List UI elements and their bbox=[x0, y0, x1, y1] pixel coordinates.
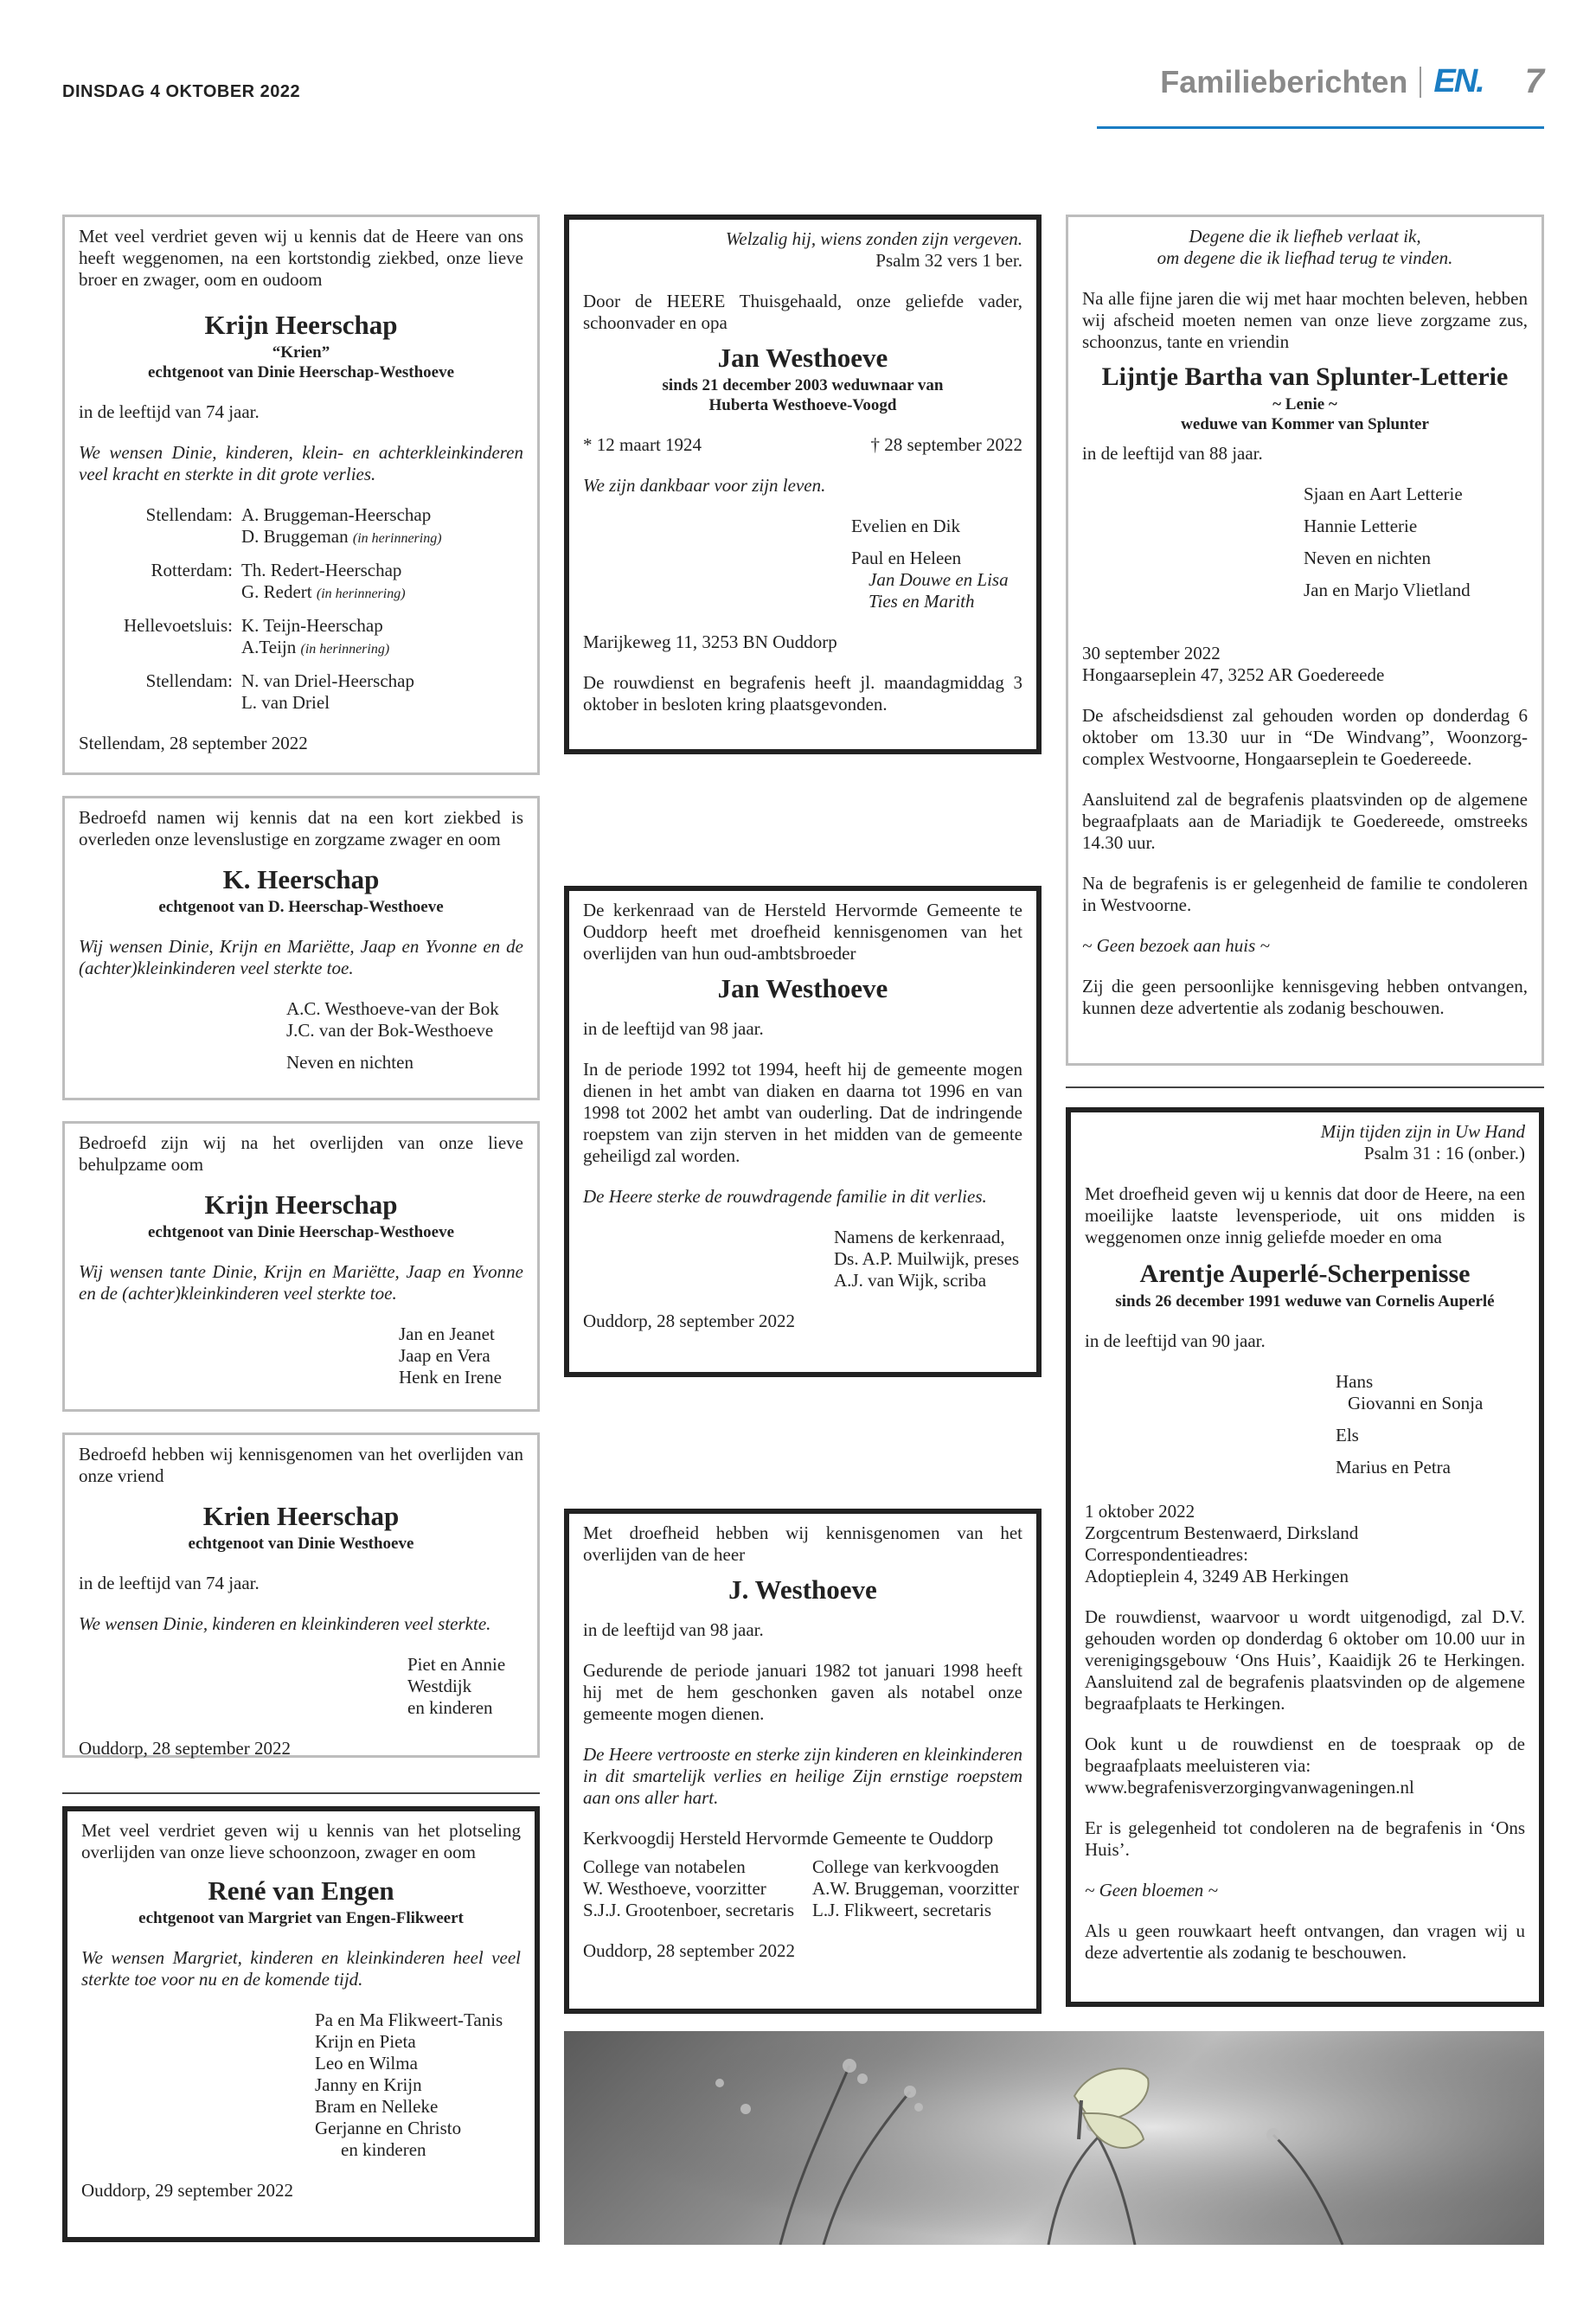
age: in de leeftijd van 74 jaar. bbox=[79, 401, 260, 422]
butterfly-photo bbox=[564, 2031, 1544, 2245]
butterfly-illustration bbox=[564, 2031, 1544, 2245]
notice-intro: Met veel verdriet geven wij u kennis dat de Heere van ons heeft weggenomen, na een kortstondig ziekbed, onze lieve broer en zwager, oom en oudoom bbox=[79, 226, 523, 290]
condolence-info: Er is gelegenheid tot condoleren na de begrafenis in ‘Ons Huis’. bbox=[1085, 1817, 1525, 1860]
place-date: Stellendam, 28 september 2022 bbox=[79, 733, 308, 753]
service-info: De rouwdienst, waarvoor u wordt uitgenodigd, zal D.V. gehouden worden op donderdag 6 oktober om 10.00 uur in verenigingsgebouw ‘Ons Huis’, Kaaidijk 26 te Herkingen. Aansluitend zal de begrafenis plaatsvinden op de algemene begraafplaats te Herkingen. bbox=[1085, 1606, 1525, 1714]
column-rule bbox=[62, 1792, 540, 1794]
correspondence-label: Correspondentieadres: bbox=[1085, 1544, 1248, 1565]
wish: Wij wensen Dinie, Krijn en Mariëtte, Jaap en Yvonne en de (achter)kleinkinderen veel sterkte toe. bbox=[79, 936, 523, 978]
age: in de leeftijd van 74 jaar. bbox=[79, 1573, 260, 1593]
condolence-info: Na de begrafenis is er gelegenheid de familie te condoleren in Westvoorne. bbox=[1082, 873, 1528, 915]
issue-date: DINSDAG 4 OKTOBER 2022 bbox=[62, 82, 301, 101]
wish: We wensen Dinie, kinderen en kleinkinderen veel sterkte. bbox=[79, 1613, 491, 1634]
deceased-name: Arentje Auperlé-Scherpenisse bbox=[1139, 1259, 1471, 1288]
age: in de leeftijd van 98 jaar. bbox=[583, 1018, 764, 1039]
deceased-name: Krijn Heerschap bbox=[204, 310, 398, 340]
wish: Wij wensen tante Dinie, Krijn en Mariëtte, Jaap en Yvonne en de (achter)kleinkinderen veel sterkte toe. bbox=[79, 1261, 523, 1304]
verse: Mijn tijden zijn in Uw Hand bbox=[1320, 1121, 1525, 1142]
nickname: ~ Lenie ~ bbox=[1272, 395, 1337, 413]
verse: Welzalig hij, wiens zonden zijn vergeven. bbox=[725, 228, 1022, 249]
spouse: echtgenoot van Dinie Westhoeve bbox=[188, 1535, 414, 1553]
address: Adoptieplein 4, 3249 AB Herkingen bbox=[1085, 1566, 1349, 1586]
age: in de leeftijd van 90 jaar. bbox=[1085, 1330, 1266, 1351]
notice-intro: Door de HEERE Thuisgehaald, onze geliefde vader, schoonvader en opa bbox=[583, 291, 1022, 333]
date: 30 september 2022 bbox=[1082, 643, 1221, 663]
notice-jan-westhoeve-church: De kerkenraad van de Hersteld Hervormde Gemeente te Ouddorp heeft met droefheid kennisgenomen van het overlijden van hun oud-ambtsbroeder Jan Westhoeve in de leeftijd van 98 jaar. In de periode 1992 tot 1994, heeft hij de gemeente mogen dienen in het ambt van diaken en daarna tot 1996 en van 1998 tot 2002 het ambt van ouderling. Dat de indringende roepstem van zijn sterven in het midden van de gemeente geheiligd zal worden. De Heere sterke de rouwdragende familie in dit verlies. Namens de kerkenraad, Ds. A.P. Muilwijk, preses A.J. van Wijk, scriba Ouddorp, 28 september 2022 bbox=[564, 886, 1042, 1377]
service-info: De rouwdienst en begrafenis heeft jl. maandagmiddag 3 oktober in besloten kring plaatsgevonden. bbox=[583, 672, 1022, 715]
notice-intro: Met veel verdriet geven wij u kennis van het plotseling overlijden van onze lieve schoonzoon, zwager en oom bbox=[81, 1820, 521, 1862]
section-title: Familieberichten bbox=[1160, 63, 1408, 99]
widower-of: sinds 21 december 2003 weduwnaar van bbox=[662, 376, 944, 394]
place-date: Ouddorp, 28 september 2022 bbox=[583, 1311, 795, 1331]
header-rule bbox=[1097, 126, 1544, 129]
notice-k-heerschap: Bedroefd namen wij kennis dat na een kort ziekbed is overleden onze levenslustige en zorgzame zwager en oom K. Heerschap echtgenoot van D. Heerschap-Westhoeve Wij wensen Dinie, Krijn en Mariëtte, Jaap en Yvonne en de (achter)kleinkinderen veel sterkte toe. A.C. Westhoeve-van der Bok J.C. van der Bok-Westhoeve Neven en nichten bbox=[62, 796, 540, 1100]
header-divider bbox=[1420, 67, 1421, 98]
address: Marijkeweg 11, 3253 BN Ouddorp bbox=[583, 631, 837, 652]
place: Zorgcentrum Bestenwaerd, Dirksland bbox=[1085, 1522, 1359, 1543]
burial-info: Aansluitend zal de begrafenis plaatsvinden op de algemene begraafplaats aan de Mariadijk te Goedereede, omstreeks 14.30 uur. bbox=[1082, 789, 1528, 853]
column-rule bbox=[1066, 1086, 1544, 1088]
deceased-name: J. Westhoeve bbox=[728, 1574, 877, 1605]
verse-line2: om degene die ik liefhad terug te vinden. bbox=[1157, 247, 1453, 268]
wish: We wensen Dinie, kinderen, klein- en achterkleinkinderen veel kracht en sterkte in dit grote verlies. bbox=[79, 442, 523, 484]
verse: Degene die ik liefheb verlaat ik, bbox=[1189, 226, 1421, 247]
notice-intro: Bedroefd hebben wij kennisgenomen van het overlijden van onze vriend bbox=[79, 1444, 523, 1486]
age: in de leeftijd van 98 jaar. bbox=[583, 1619, 764, 1640]
address: Hongaarseplein 47, 3252 AR Goedereede bbox=[1082, 664, 1385, 685]
thanks: We zijn dankbaar voor zijn leven. bbox=[583, 475, 826, 496]
service-info: De afscheidsdienst zal gehouden worden op donderdag 6 oktober om 13.30 uur in “De Windvang”, Woonzorg-complex Westvoorne, Hongaarseplein te Goedereede. bbox=[1082, 705, 1528, 769]
notice-krien-heerschap: Bedroefd hebben wij kennisgenomen van het overlijden van onze vriend Krien Heerschap echtgenoot van Dinie Westhoeve in de leeftijd van 74 jaar. We wensen Dinie, kinderen en kleinkinderen veel sterkte. Piet en Annie Westdijk en kinderen Ouddorp, 28 september 2022 bbox=[62, 1433, 540, 1758]
notice-lijntje-van-splunter: Degene die ik liefheb verlaat ik, om degene die ik liefhad terug te vinden. Na alle fijne jaren die wij met haar mochten beleven, hebben wij afscheid moeten nemen van onze lieve zorgzame zus, schoonzus, tante en vriendin Lijntje Bartha van Splunter-Letterie ~ Lenie ~ weduwe van Kommer van Splunter in de leeftijd van 88 jaar. Sjaan en Aart Letterie Hannie Letterie Neven en nichten Jan en Marjo Vlietland 30 september 2022 Hongaarseplein 47, 3252 AR Goedereede De afscheidsdienst zal gehouden worden op donderdag 6 oktober om 13.30 uur in “De Windvang”, Woonzorg-complex Westvoorne, Hongaarseplein te Goedereede. Aansluitend zal de begrafenis plaatsvinden op de algemene begraafplaats aan de Mariadijk te Goedereede, omstreeks 14.30 uur. Na de begrafenis is er gelegenheid de familie te condoleren in Westvoorne. ~ Geen bezoek aan huis ~ Zij die geen persoonlijke kennisgeving hebben ontvangen, kunnen deze advertentie als zodanig beschouwen. bbox=[1066, 215, 1544, 1066]
spouse: echtgenoot van Dinie Heerschap-Westhoeve bbox=[147, 1223, 455, 1241]
verse-ref: Psalm 31 : 16 (onber.) bbox=[1363, 1143, 1525, 1163]
notice-intro: Bedroefd zijn wij na het overlijden van onze lieve behulpzame oom bbox=[79, 1132, 523, 1175]
verse-ref: Psalm 32 vers 1 ber. bbox=[875, 250, 1022, 271]
place-date: Ouddorp, 29 september 2022 bbox=[81, 2180, 293, 2201]
deceased-name: René van Engen bbox=[208, 1875, 394, 1906]
notice-arentje-auperle: Mijn tijden zijn in Uw Hand Psalm 31 : 16 (onber.) Met droefheid geven wij u kennis dat door de Heere, na een moeilijke laatste levensperiode, uit ons midden is weggenomen onze innig geliefde moeder en oma Arentje Auperlé-Scherpenisse sinds 26 december 1991 weduwe van Cornelis Auperlé in de leeftijd van 90 jaar. Hans Giovanni en Sonja Els Marius en Petra 1 oktober 2022 Zorgcentrum Bestenwaerd, Dirksland Correspondentieadres: Adoptieplein 4, 3249 AB Herkingen De rouwdienst, waarvoor u wordt uitgenodigd, zal D.V. gehouden worden op donderdag 6 oktober om 10.00 uur in verenigingsgebouw ‘Ons Huis’, Kaaidijk 26 te Herkingen. Aansluitend zal de begrafenis plaatsvinden op de algemene begraafplaats te Herkingen. Ook kunt u de rouwdienst en de toespraak op de begraafplaats meeluisteren via: www.begrafenisverzorgingvanwageningen.nl Er is gelegenheid tot condoleren na de begrafenis in ‘Ons Huis’. ~ Geen bloemen ~ Als u geen rouwkaart heeft ontvangen, dan vragen wij u deze advertentie als zodanig te beschouwen. bbox=[1066, 1107, 1544, 2007]
wish: De Heere sterke de rouwdragende familie in dit verlies. bbox=[583, 1186, 987, 1207]
wish: We wensen Margriet, kinderen en kleinkinderen heel veel sterkte toe voor nu en de komende tijd. bbox=[81, 1947, 521, 1990]
deceased-name: Krijn Heerschap bbox=[204, 1189, 398, 1220]
notice-intro: Met droefheid hebben wij kennisgenomen van het overlijden van de heer bbox=[583, 1522, 1022, 1565]
notice-krijn-heerschap-family bbox=[62, 215, 540, 775]
notice-intro: Met droefheid geven wij u kennis dat door de Heere, na een moeilijke laatste levensperiode, uit ons midden is weggenomen onze innig geliefde moeder en oma bbox=[1085, 1183, 1525, 1247]
signatories: Stellendam: A. Bruggeman-Heerschap D. Bruggeman (in herinnering) Rotterdam: Th. Redert-Heerschap G. Redert (in herinnering) Hellevoetsluis: K. Teijn-Heerschap A.Teijn (in herinnering) Stellendam: N. van Driel-Heerschap L. van Driel bbox=[124, 504, 442, 713]
church-board: Kerkvoogdij Hersteld Hervormde Gemeente te Ouddorp bbox=[583, 1828, 994, 1849]
notice-disclaimer: Als u geen rouwkaart heeft ontvangen, dan vragen wij u deze advertentie als zodanig te beschouwen. bbox=[1085, 1920, 1525, 1963]
deceased-name: Jan Westhoeve bbox=[717, 973, 888, 1003]
body: In de periode 1992 tot 1994, heeft hij de gemeente mogen dienen in het ambt van diaken en daarna tot 1996 en van 1998 tot 2002 het ambt van ouderling. Dat de indringende roepstem van zijn sterven in het midden van de gemeente geheiligd zal worden. bbox=[583, 1059, 1022, 1166]
board-signatories: College van notabelen W. Westhoeve, voorzitter S.J.J. Grootenboer, secretaris College van kerkvoogden A.W. Bruggeman, voorzitter L.J. Flikweert, secretaris bbox=[583, 1856, 1019, 1920]
notice-intro: Bedroefd namen wij kennis dat na een kort ziekbed is overleden onze levenslustige en zorgzame zwager en oom bbox=[79, 807, 523, 849]
birth-death-dates: * 12 maart 1924 † 28 september 2022 bbox=[583, 434, 1022, 455]
notice-intro: De kerkenraad van de Hersteld Hervormde Gemeente te Ouddorp heeft met droefheid kennisgenomen van het overlijden van hun oud-ambtsbroeder bbox=[583, 900, 1022, 964]
age: in de leeftijd van 88 jaar. bbox=[1082, 443, 1263, 464]
notice-rene-van-engen: Met veel verdriet geven wij u kennis van het plotseling overlijden van onze lieve schoonzoon, zwager en oom René van Engen echtgenoot van Margriet van Engen-Flikweert We wensen Margriet, kinderen en kleinkinderen heel veel sterkte toe voor nu en de komende tijd. Pa en Ma Flikweert-Tanis Krijn en Pieta Leo en Wilma Janny en Krijn Bram en Nelleke Gerjanne en Christo en kinderen Ouddorp, 29 september 2022 bbox=[62, 1806, 540, 2242]
widow-of: sinds 26 december 1991 weduwe van Cornelis Auperlé bbox=[1115, 1292, 1495, 1311]
newspaper-logo: EN. bbox=[1433, 63, 1484, 99]
wish: De Heere vertrooste en sterke zijn kinderen en kleinkinderen in dit smartelijk verlies en heilige Zijn ernstige roepstem aan ons aller hart. bbox=[583, 1744, 1022, 1808]
page-header bbox=[1160, 62, 1544, 101]
body: Gedurende de periode januari 1982 tot januari 1998 heeft hij met de hem geschonken gaven als notabel onze gemeente mogen dienen. bbox=[583, 1660, 1022, 1724]
online-info: Ook kunt u de rouwdienst en de toespraak op de begraafplaats meeluisteren via: bbox=[1085, 1734, 1525, 1776]
deceased-name: Lijntje Bartha van Splunter-Letterie bbox=[1101, 362, 1509, 391]
livestream-url[interactable]: www.begrafenisverzorgingvanwageningen.nl bbox=[1085, 1777, 1414, 1798]
notice-disclaimer: Zij die geen persoonlijke kennisgeving hebben ontvangen, kunnen deze advertentie als zodanig beschouwen. bbox=[1082, 976, 1528, 1018]
place-date: Ouddorp, 28 september 2022 bbox=[583, 1940, 795, 1961]
spouse: echtgenoot van D. Heerschap-Westhoeve bbox=[158, 898, 444, 916]
place-date: Ouddorp, 28 september 2022 bbox=[79, 1738, 291, 1759]
no-visit: ~ Geen bezoek aan huis ~ bbox=[1082, 935, 1270, 956]
deceased-name: Jan Westhoeve bbox=[717, 343, 888, 373]
notice-intro: Na alle fijne jaren die wij met haar mochten beleven, hebben wij afscheid moeten nemen van onze lieve zorgzame zus, schoonzus, tante en vriendin bbox=[1082, 288, 1528, 352]
deceased-name: K. Heerschap bbox=[222, 864, 380, 894]
spouse: echtgenoot van Margriet van Engen-Flikweert bbox=[138, 1909, 464, 1927]
widow-of: weduwe van Kommer van Splunter bbox=[1181, 415, 1429, 433]
nickname: “Krien” bbox=[272, 343, 330, 362]
date: 1 oktober 2022 bbox=[1085, 1501, 1195, 1522]
notice-jan-westhoeve-family: Welzalig hij, wiens zonden zijn vergeven. Psalm 32 vers 1 ber. Door de HEERE Thuisgehaald, onze geliefde vader, schoonvader en opa Jan Westhoeve sinds 21 december 2003 weduwnaar van Huberta Westhoeve-Voogd * 12 maart 1924 † 28 september 2022 We zijn dankbaar voor zijn leven. Evelien en Dik Paul en Heleen Jan Douwe en Lisa Ties en Marith Marijkeweg 11, 3253 BN Ouddorp De rouwdienst en begrafenis heeft jl. maandagmiddag 3 oktober in besloten kring plaatsgevonden. bbox=[564, 215, 1042, 754]
late-spouse: Huberta Westhoeve-Voogd bbox=[708, 396, 897, 414]
notice-krijn-heerschap-nephews: Bedroefd zijn wij na het overlijden van onze lieve behulpzame oom Krijn Heerschap echtgenoot van Dinie Heerschap-Westhoeve Wij wensen tante Dinie, Krijn en Mariëtte, Jaap en Yvonne en de (achter)kleinkinderen veel sterkte toe. Jan en Jeanet Jaap en Vera Henk en Irene bbox=[62, 1121, 540, 1412]
deceased-name: Krien Heerschap bbox=[202, 1501, 400, 1531]
no-flowers: ~ Geen bloemen ~ bbox=[1085, 1880, 1218, 1900]
notice-j-westhoeve bbox=[564, 1509, 1042, 2014]
page-number: 7 bbox=[1524, 62, 1544, 100]
spouse: echtgenoot van Dinie Heerschap-Westhoeve bbox=[147, 363, 455, 381]
